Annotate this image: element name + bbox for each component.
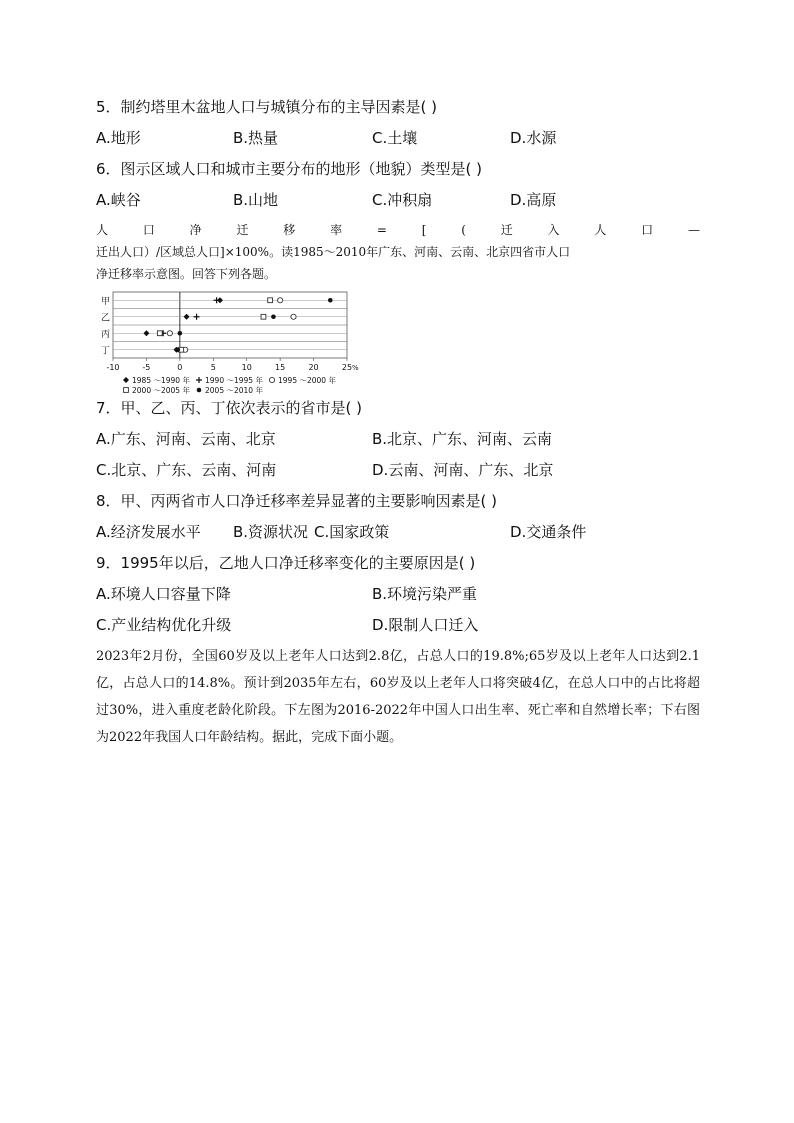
x-tick-label: 15: [275, 363, 286, 372]
category-label: 乙: [100, 313, 110, 324]
category-label: 丁: [100, 346, 110, 357]
question-5-stem: 5．制约塔里木盆地人口与城镇分布的主导因素是( ): [96, 98, 438, 116]
data-point: [291, 314, 296, 319]
q8-option-c: C.国家政策: [314, 523, 390, 541]
intro-char: 迁: [500, 223, 513, 237]
x-tick-label: 0: [177, 363, 183, 372]
intro-char: 率: [330, 223, 343, 237]
intro-char: 口: [142, 223, 155, 237]
data-point: [261, 314, 266, 319]
x-tick-label: 5: [210, 363, 216, 372]
q8-option-d: D.交通条件: [510, 523, 587, 541]
q7-option-a: A.广东、河南、云南、北京: [96, 430, 276, 448]
intro-line-2: 迁出人口）/区域总人口]×100%。读1985～2010年广东、河南、云南、北京四省市人口: [96, 245, 571, 259]
data-point: [328, 298, 333, 303]
data-point: [278, 298, 283, 303]
intro-char: =: [376, 223, 387, 237]
x-unit-label: %: [352, 364, 359, 372]
category-label: 丙: [100, 329, 110, 340]
intro-char: 口: [641, 223, 654, 237]
q9-option-d: D.限制人口迁入: [372, 616, 479, 634]
intro-char: —: [687, 223, 700, 237]
x-tick-label: 20: [308, 363, 319, 372]
intro-char: 移: [283, 223, 296, 237]
x-tick-label: 10: [241, 363, 252, 372]
data-point: [167, 331, 172, 336]
data-point: [214, 297, 220, 303]
q5-option-a: A.地形: [96, 129, 141, 147]
intro-char: 人: [96, 223, 109, 237]
legend-label: 1990 ～1995 年: [205, 376, 263, 385]
intro-char: (: [461, 223, 466, 237]
intro-char: 净: [189, 223, 202, 237]
x-tick-label: -10: [106, 363, 120, 372]
legend-marker: [269, 377, 274, 382]
intro-paragraph: [96, 219, 700, 285]
q9-option-c: C.产业结构优化升级: [96, 616, 232, 634]
question-8-stem: 8．甲、丙两省市人口净迁移率差异显著的主要影响因素是( ): [96, 492, 498, 510]
intro-char: 人: [594, 223, 607, 237]
legend-label: 1995 ～2000 年: [278, 376, 336, 385]
category-label: 甲: [100, 296, 110, 307]
legend-label: 1985 ～1990 年: [132, 376, 190, 385]
intro-char: 迁: [236, 223, 249, 237]
q8-option-b: B.资源状况: [233, 523, 309, 541]
q7-option-d: D.云南、河南、广东、北京: [372, 461, 554, 479]
legend-label: 2000 ～2005 年: [132, 386, 190, 395]
q6-option-a: A.峡谷: [96, 191, 141, 209]
q5-option-c: C.土壤: [372, 129, 418, 147]
x-tick-label: -5: [142, 363, 151, 372]
legend-marker: [196, 377, 202, 383]
question-7-stem: 7．甲、乙、丙、丁依次表示的省市是( ): [96, 399, 363, 417]
data-point: [268, 298, 273, 303]
intro-char: 入: [547, 223, 560, 237]
legend-marker: [123, 377, 129, 383]
q7-option-b: B.北京、广东、河南、云南: [372, 430, 553, 448]
intro-line-3: 净迁移率示意图。回答下列各题。: [96, 267, 277, 281]
question-9-stem: 9．1995年以后，乙地人口净迁移率变化的主要原因是( ): [96, 554, 476, 572]
q9-option-a: A.环境人口容量下降: [96, 585, 231, 603]
data-point: [194, 314, 200, 320]
aging-passage: 2023年2月份，全国60岁及以上老年人口达到2.8亿，占总人口的19.8%;65岁及以上老年人口达到2.1亿，占总人口的14.8%。预计到2035年左右，60岁及以上老年人口将突破4亿，在总人口中的占比将超过30%，进入重度老龄化阶段。下左图为2016-2022年中国人口出生率、死亡率和自然增长率；下右图为2022年我国人口年龄结构。据此，完成下面小题。: [96, 649, 700, 745]
data-point: [157, 331, 162, 336]
data-point: [178, 331, 183, 336]
intro-char: [: [421, 223, 427, 237]
q5-option-d: D.水源: [510, 129, 557, 147]
data-point: [176, 347, 181, 352]
net-migration-chart: [96, 287, 366, 399]
data-point: [143, 330, 149, 336]
legend-marker: [197, 388, 202, 393]
legend-label: 2005 ～2010 年: [205, 386, 263, 395]
q6-option-c: C.冲积扇: [372, 191, 433, 209]
x-tick-label: 25: [341, 363, 353, 372]
q7-option-c: C.北京、广东、云南、河南: [96, 461, 277, 479]
q8-option-a: A.经济发展水平: [96, 523, 201, 541]
q9-option-b: B.环境污染严重: [372, 585, 478, 603]
data-point: [271, 314, 276, 319]
legend-marker: [124, 388, 129, 393]
data-point: [184, 314, 190, 320]
intro-line-1: [96, 219, 700, 241]
q6-option-d: D.高原: [510, 191, 557, 209]
q6-option-b: B.山地: [233, 191, 279, 209]
q5-option-b: B.热量: [233, 129, 279, 147]
question-6-stem: 6．图示区域人口和城市主要分布的地形（地貌）类型是( ): [96, 160, 483, 178]
